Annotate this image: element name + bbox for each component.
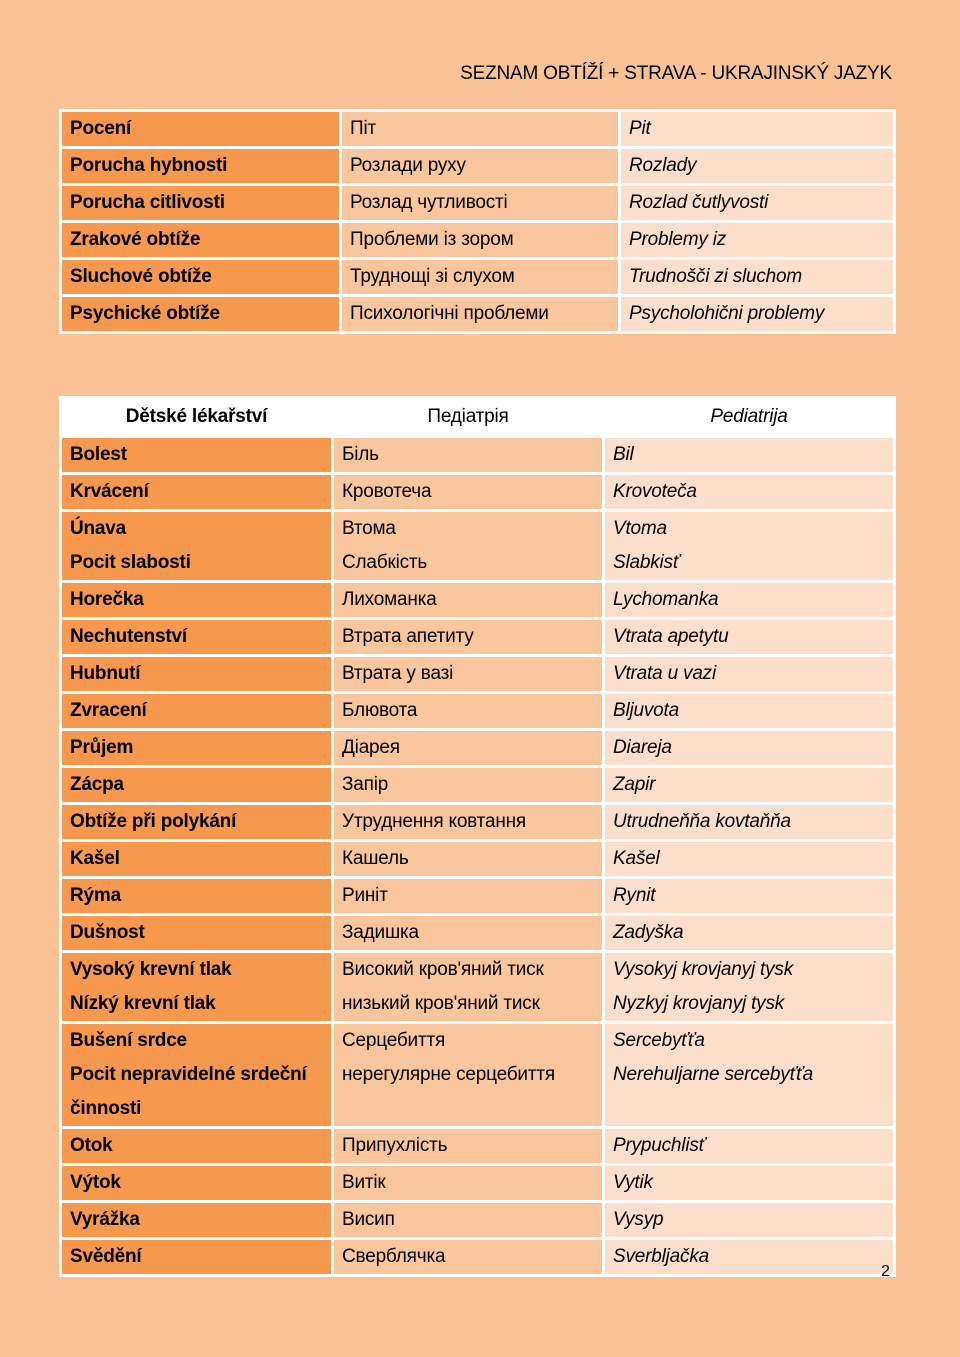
ukrainian-term-cell bbox=[333, 730, 604, 767]
czech-term-cell bbox=[61, 952, 333, 1023]
czech-term-cell bbox=[61, 474, 333, 511]
table-row bbox=[61, 1128, 895, 1165]
czech-term-cell bbox=[61, 730, 333, 767]
ukrainian-term-cell bbox=[333, 915, 604, 952]
czech-term-cell bbox=[61, 656, 333, 693]
transliteration: Rozlad čutlyvosti bbox=[629, 192, 769, 213]
transliteration: Kašel bbox=[613, 848, 660, 869]
table-row bbox=[61, 767, 895, 804]
ukrainian-term: Блювота bbox=[342, 700, 418, 721]
czech-term-cell bbox=[61, 511, 333, 582]
czech-term-cell bbox=[61, 804, 333, 841]
transliteration: Krovoteča bbox=[613, 481, 697, 502]
transliteration-cell bbox=[604, 730, 895, 767]
transliteration: Trudnošči zi sluchom bbox=[629, 266, 803, 287]
table-row bbox=[61, 185, 895, 222]
czech-term: Nízký krevní tlak bbox=[70, 993, 216, 1014]
transliteration-cell bbox=[604, 1128, 895, 1165]
transliteration-cell bbox=[620, 222, 895, 259]
ukrainian-term-cell bbox=[333, 511, 604, 582]
ukrainian-term: Діарея bbox=[342, 737, 400, 758]
table-row bbox=[61, 878, 895, 915]
ukrainian-term-cell bbox=[341, 296, 620, 333]
ukrainian-term-cell bbox=[333, 1165, 604, 1202]
ukrainian-term: Втрата апетиту bbox=[342, 626, 474, 647]
transliteration: Vtrata apetytu bbox=[613, 626, 729, 647]
table-row bbox=[61, 111, 895, 148]
transliteration-cell bbox=[604, 619, 895, 656]
transliteration-cell bbox=[620, 185, 895, 222]
czech-term-cell bbox=[61, 259, 341, 296]
ukrainian-term-cell bbox=[333, 693, 604, 730]
header-czech: Dětské lékařství bbox=[61, 398, 333, 437]
transliteration-cell bbox=[604, 474, 895, 511]
czech-term-cell bbox=[61, 1128, 333, 1165]
transliteration: Vysokyj krovjanyj tysk bbox=[613, 959, 794, 980]
transliteration: Rozlady bbox=[629, 155, 697, 176]
ukrainian-term-cell bbox=[333, 437, 604, 474]
czech-term: Zvracení bbox=[70, 700, 147, 721]
transliteration-cell bbox=[604, 841, 895, 878]
table-row bbox=[61, 296, 895, 333]
czech-term-cell bbox=[61, 619, 333, 656]
ukrainian-term-cell bbox=[333, 474, 604, 511]
czech-term: Pocit slabosti bbox=[70, 552, 191, 573]
transliteration: Zapir bbox=[613, 774, 656, 795]
czech-term-cell bbox=[61, 222, 341, 259]
symptoms-table-pediatrics bbox=[59, 396, 896, 1277]
transliteration-cell bbox=[620, 259, 895, 296]
transliteration-cell bbox=[604, 1239, 895, 1276]
table-row bbox=[61, 148, 895, 185]
ukrainian-term: Задишка bbox=[342, 922, 419, 943]
ukrainian-term-cell bbox=[333, 804, 604, 841]
czech-term: Krvácení bbox=[70, 481, 149, 502]
transliteration-cell bbox=[604, 767, 895, 804]
czech-term-cell bbox=[61, 148, 341, 185]
transliteration: Sverbljačka bbox=[613, 1246, 710, 1267]
czech-term-cell bbox=[61, 296, 341, 333]
transliteration: Pit bbox=[629, 118, 651, 139]
transliteration-cell bbox=[604, 878, 895, 915]
table-header-row bbox=[61, 398, 895, 437]
czech-term: činnosti bbox=[70, 1098, 142, 1119]
ukrainian-term: Психологічні проблеми bbox=[350, 303, 549, 324]
table-row bbox=[61, 952, 895, 1023]
ukrainian-term-cell bbox=[333, 767, 604, 804]
czech-term: Únava bbox=[70, 518, 127, 539]
czech-term-cell bbox=[61, 1239, 333, 1276]
ukrainian-term-cell bbox=[333, 1239, 604, 1276]
transliteration-cell bbox=[604, 952, 895, 1023]
czech-term-cell bbox=[61, 767, 333, 804]
table-row bbox=[61, 693, 895, 730]
ukrainian-term: Утруднення ковтання bbox=[342, 811, 526, 832]
transliteration: Vtoma bbox=[613, 518, 667, 539]
czech-term: Obtíže při polykání bbox=[70, 811, 237, 832]
table-row bbox=[61, 1239, 895, 1276]
transliteration-cell bbox=[604, 437, 895, 474]
czech-term: Zácpa bbox=[70, 774, 124, 795]
transliteration: Psycholohični problemy bbox=[629, 303, 825, 324]
ukrainian-term: Втома bbox=[342, 518, 396, 539]
ukrainian-term: Лихоманка bbox=[342, 589, 437, 610]
ukrainian-term-cell bbox=[341, 111, 620, 148]
ukrainian-term: Кашель bbox=[342, 848, 409, 869]
ukrainian-term: Біль bbox=[342, 444, 379, 465]
czech-term: Kašel bbox=[70, 848, 120, 869]
ukrainian-term: нерегулярне серцебиття bbox=[342, 1064, 555, 1085]
czech-term-cell bbox=[61, 841, 333, 878]
ukrainian-term: Риніт bbox=[342, 885, 388, 906]
transliteration-cell bbox=[604, 915, 895, 952]
ukrainian-term: Слабкість bbox=[342, 552, 428, 573]
ukrainian-term-cell bbox=[333, 582, 604, 619]
ukrainian-term-cell bbox=[333, 952, 604, 1023]
transliteration: Slabkisť bbox=[613, 552, 680, 573]
ukrainian-term: Високий кров'яний тиск bbox=[342, 959, 544, 980]
table-row bbox=[61, 1165, 895, 1202]
czech-term: Bolest bbox=[70, 444, 127, 465]
ukrainian-term: Проблеми із зором bbox=[350, 229, 514, 250]
transliteration: Sercebyťťa bbox=[613, 1030, 705, 1051]
header-transliteration: Pediatrija bbox=[604, 398, 895, 437]
table-row bbox=[61, 259, 895, 296]
ukrainian-term: Сверблячка bbox=[342, 1246, 446, 1267]
page-number: 2 bbox=[881, 1263, 890, 1280]
czech-term: Sluchové obtíže bbox=[70, 266, 212, 287]
transliteration-cell bbox=[604, 1165, 895, 1202]
transliteration-cell bbox=[604, 582, 895, 619]
table-row bbox=[61, 656, 895, 693]
table-row bbox=[61, 804, 895, 841]
transliteration-cell bbox=[604, 1023, 895, 1128]
transliteration: Problemy iz bbox=[629, 229, 727, 250]
ukrainian-term: Піт bbox=[350, 118, 376, 139]
page-title: SEZNAM OBTÍŽÍ + STRAVA - UKRAJINSKÝ JAZYK bbox=[460, 63, 892, 84]
ukrainian-term: Кровотеча bbox=[342, 481, 432, 502]
ukrainian-term-cell bbox=[333, 841, 604, 878]
ukrainian-term: Розлади руху bbox=[350, 155, 466, 176]
table-row bbox=[61, 915, 895, 952]
czech-term-cell bbox=[61, 1202, 333, 1239]
ukrainian-term: Розлад чутливості bbox=[350, 192, 508, 213]
transliteration: Bljuvota bbox=[613, 700, 679, 721]
table-row bbox=[61, 511, 895, 582]
czech-term-cell bbox=[61, 582, 333, 619]
table-row bbox=[61, 841, 895, 878]
ukrainian-term-cell bbox=[341, 148, 620, 185]
czech-term-cell bbox=[61, 693, 333, 730]
transliteration-cell bbox=[604, 511, 895, 582]
ukrainian-term-cell bbox=[333, 878, 604, 915]
ukrainian-term-cell bbox=[333, 656, 604, 693]
czech-term-cell bbox=[61, 437, 333, 474]
table-row bbox=[61, 1202, 895, 1239]
czech-term: Zrakové obtíže bbox=[70, 229, 201, 250]
transliteration-cell bbox=[604, 656, 895, 693]
czech-term: Hubnutí bbox=[70, 663, 141, 684]
table-row bbox=[61, 619, 895, 656]
transliteration: Rynit bbox=[613, 885, 656, 906]
transliteration: Vytik bbox=[613, 1172, 653, 1193]
table-row bbox=[61, 437, 895, 474]
czech-term: Průjem bbox=[70, 737, 134, 758]
table-row bbox=[61, 1023, 895, 1128]
transliteration: Diareja bbox=[613, 737, 672, 758]
transliteration-cell bbox=[620, 148, 895, 185]
ukrainian-term: Припухлість bbox=[342, 1135, 448, 1156]
transliteration-cell bbox=[604, 804, 895, 841]
czech-term: Psychické obtíže bbox=[70, 303, 220, 324]
czech-term: Vyrážka bbox=[70, 1209, 140, 1230]
ukrainian-term: Запір bbox=[342, 774, 389, 795]
transliteration: Bil bbox=[613, 444, 634, 465]
transliteration: Nyzkyj krovjanyj tysk bbox=[613, 993, 785, 1014]
transliteration: Lychomanka bbox=[613, 589, 719, 610]
czech-term-cell bbox=[61, 878, 333, 915]
ukrainian-term: Серцебиття bbox=[342, 1030, 446, 1051]
table-row bbox=[61, 222, 895, 259]
czech-term: Svědění bbox=[70, 1246, 142, 1267]
transliteration: Zadyška bbox=[613, 922, 684, 943]
czech-term: Výtok bbox=[70, 1172, 121, 1193]
czech-term: Otok bbox=[70, 1135, 113, 1156]
ukrainian-term: Труднощі зі слухом bbox=[350, 266, 515, 287]
czech-term: Dušnost bbox=[70, 922, 145, 943]
ukrainian-term-cell bbox=[341, 259, 620, 296]
ukrainian-term-cell bbox=[333, 619, 604, 656]
transliteration: Vtrata u vazi bbox=[613, 663, 717, 684]
ukrainian-term-cell bbox=[341, 185, 620, 222]
czech-term: Pocení bbox=[70, 118, 132, 139]
transliteration: Nerehuljarne sercebyťťa bbox=[613, 1064, 814, 1085]
czech-term-cell bbox=[61, 111, 341, 148]
transliteration: Prypuchlisť bbox=[613, 1135, 706, 1156]
transliteration: Vysyp bbox=[613, 1209, 664, 1230]
table-row bbox=[61, 582, 895, 619]
czech-term: Porucha hybnosti bbox=[70, 155, 228, 176]
czech-term: Rýma bbox=[70, 885, 121, 906]
ukrainian-term: Втрата у вазі bbox=[342, 663, 454, 684]
transliteration-cell bbox=[604, 693, 895, 730]
czech-term: Pocit nepravidelné srdeční bbox=[70, 1064, 307, 1085]
czech-term: Porucha citlivosti bbox=[70, 192, 225, 213]
ukrainian-term: Витік bbox=[342, 1172, 386, 1193]
ukrainian-term-cell bbox=[333, 1202, 604, 1239]
czech-term: Bušení srdce bbox=[70, 1030, 187, 1051]
transliteration-cell bbox=[620, 111, 895, 148]
ukrainian-term-cell bbox=[333, 1128, 604, 1165]
czech-term: Horečka bbox=[70, 589, 144, 610]
ukrainian-term-cell bbox=[333, 1023, 604, 1128]
czech-term: Nechutenství bbox=[70, 626, 187, 647]
czech-term-cell bbox=[61, 915, 333, 952]
symptoms-table-general bbox=[59, 109, 896, 334]
ukrainian-term: Висип bbox=[342, 1209, 395, 1230]
table-row bbox=[61, 730, 895, 767]
ukrainian-term: низький кров'яний тиск bbox=[342, 993, 540, 1014]
ukrainian-term-cell bbox=[341, 222, 620, 259]
transliteration-cell bbox=[604, 1202, 895, 1239]
czech-term-cell bbox=[61, 1165, 333, 1202]
czech-term-cell bbox=[61, 185, 341, 222]
table-row bbox=[61, 474, 895, 511]
header-ukrainian: Педіатрія bbox=[333, 398, 604, 437]
czech-term: Vysoký krevní tlak bbox=[70, 959, 232, 980]
czech-term-cell bbox=[61, 1023, 333, 1128]
transliteration-cell bbox=[620, 296, 895, 333]
transliteration: Utrudneňňa kovtaňňa bbox=[613, 811, 791, 832]
